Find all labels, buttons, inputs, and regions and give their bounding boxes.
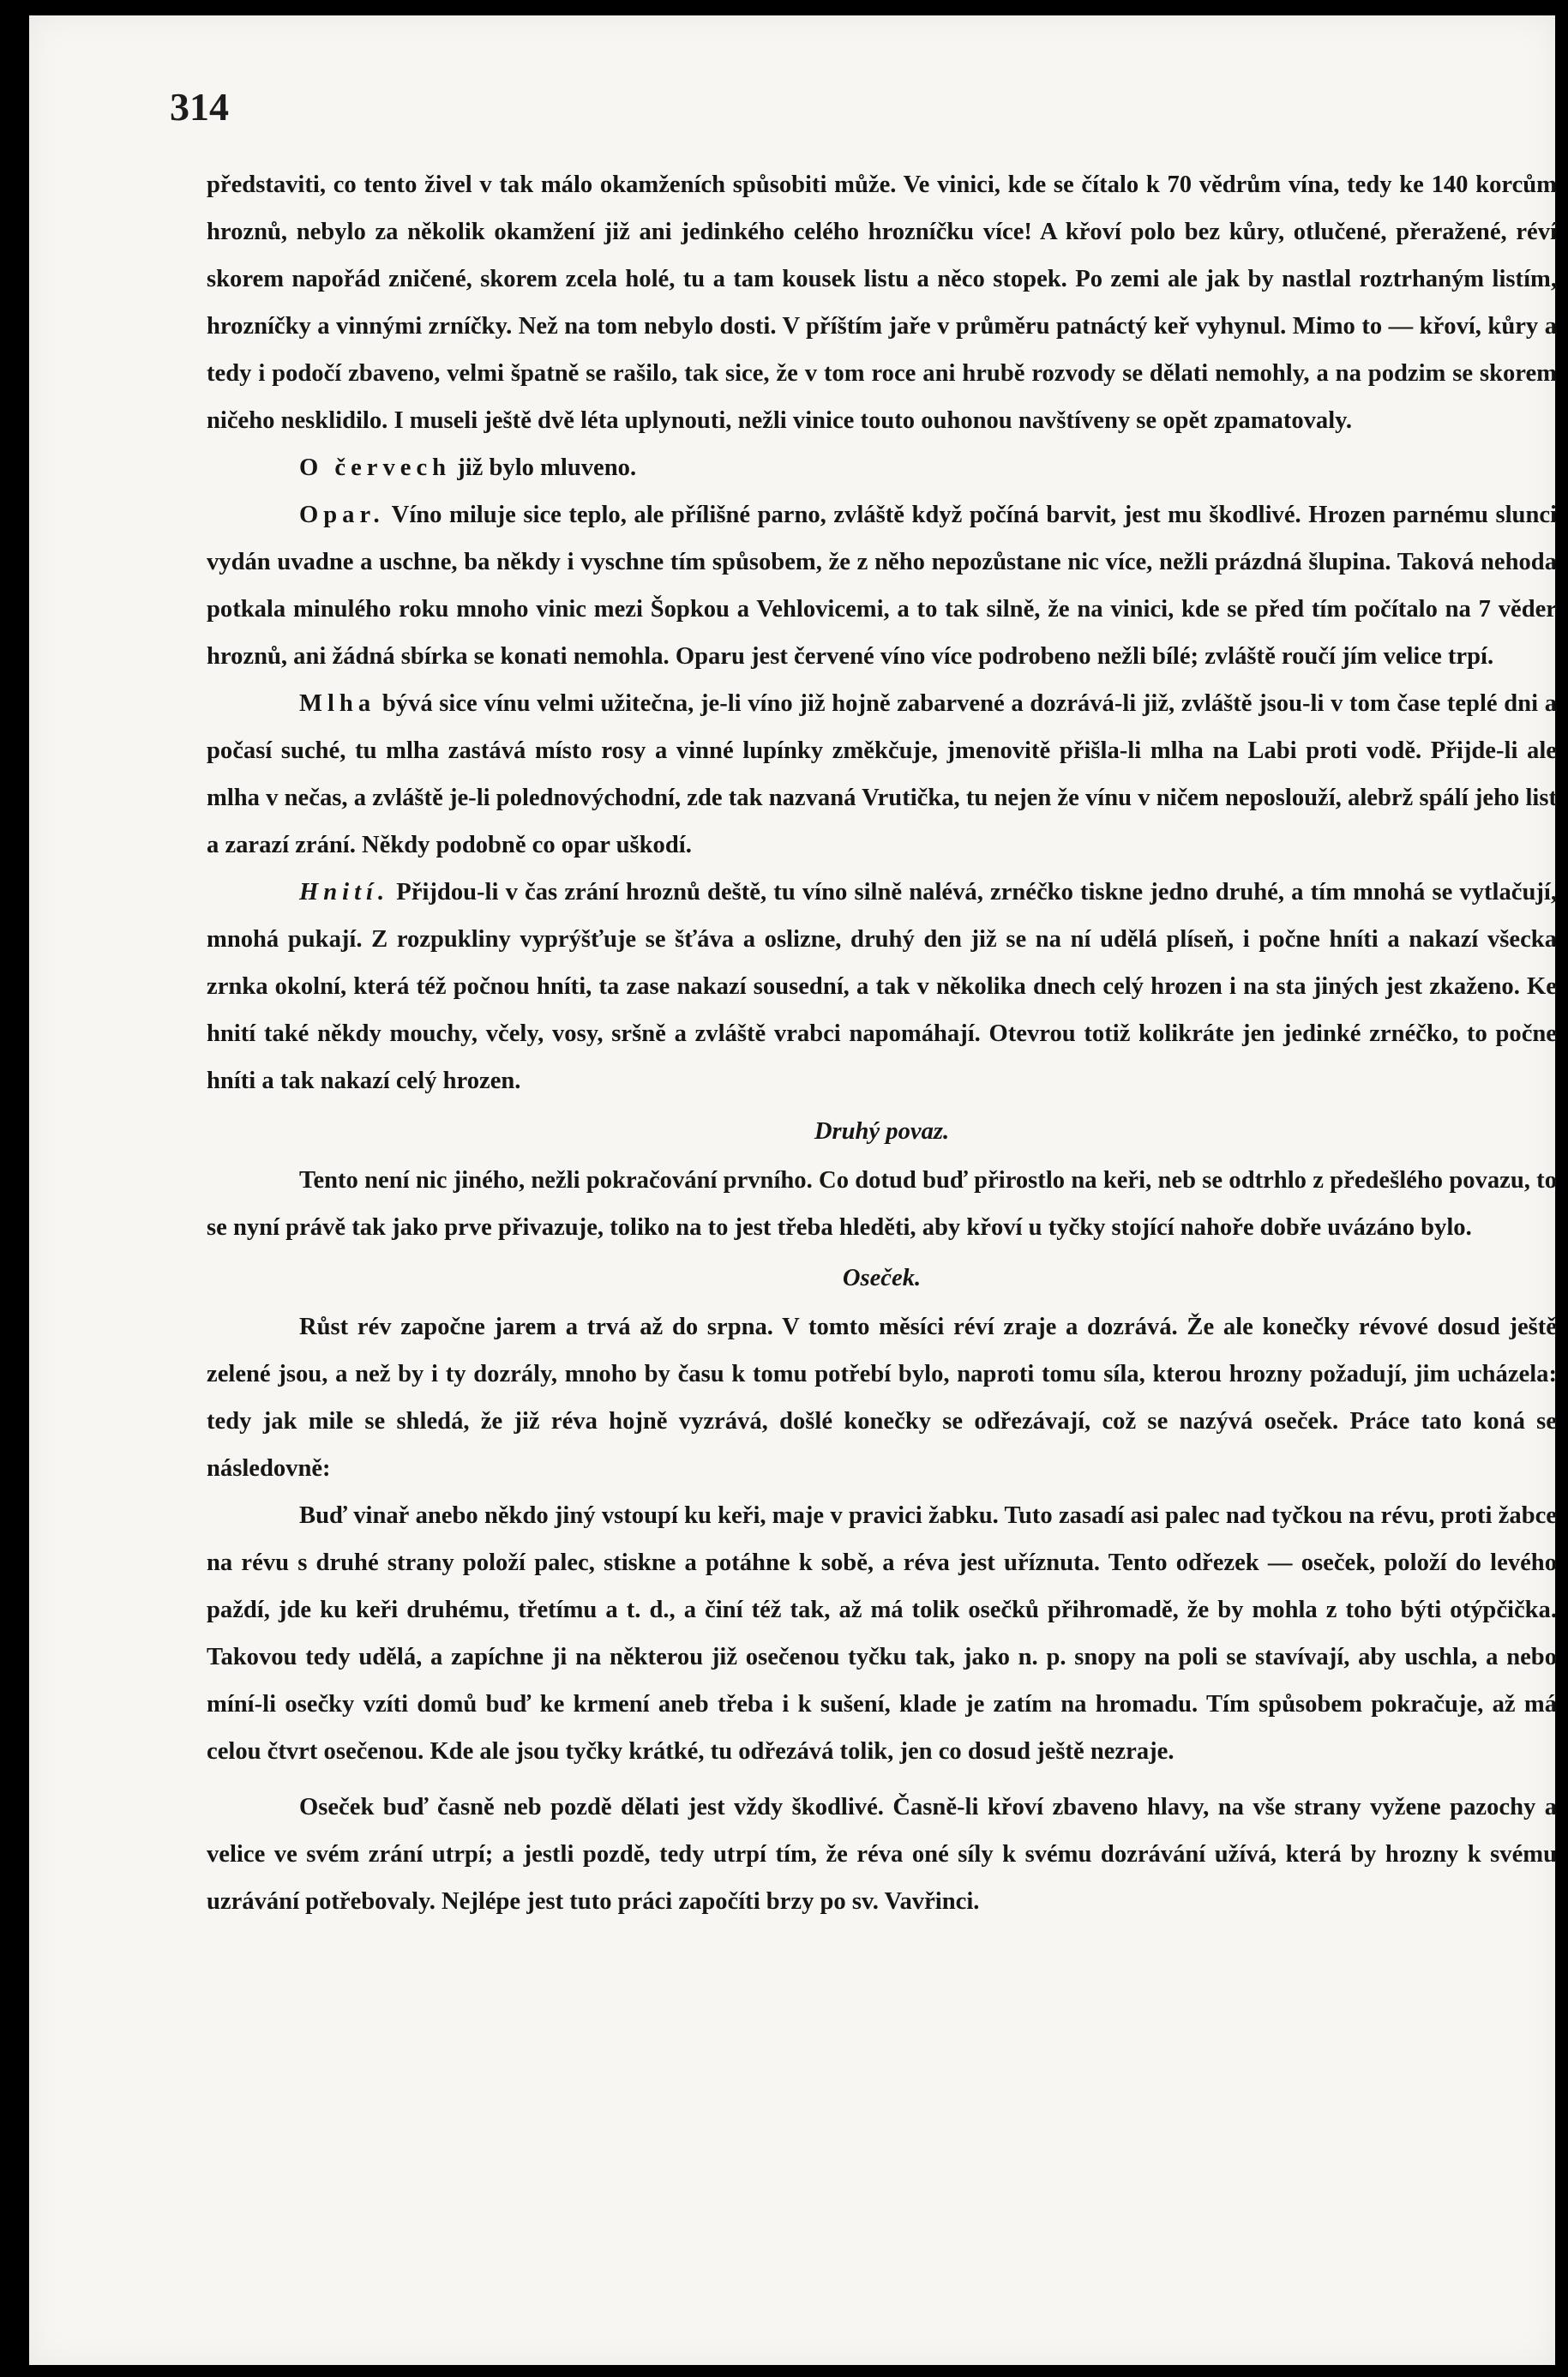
paragraph-opar: Opar. Víno miluje sice teplo, ale přílišné parno, zvláště když počíná barvit, jest mu škodlivé. Hrozen parnému slunci vydán uvadne a uschne, ba někdy i vyschne tím spůsobem, že z něho nepozůstane nic více, nežli prázdná šlupina. Taková nehoda potkala minulého roku mnoho vinic mezi Šopkou a Vehlovicemi, a to tak silně, že na vinici, kde se před tím počítalo na 7 věder hroznů, ani žádná sbírka se konati nemohla. Oparu jest červené víno více podrobeno nežli bílé; zvláště roučí jím velice trpí. bbox=[207, 502, 1557, 670]
term-cervy: O červech bbox=[299, 454, 452, 481]
page-body bbox=[207, 161, 1557, 1925]
paragraph-hniti: Hnití. Přijdou-li v čas zrání hroznů deště, tu víno silně nalévá, zrnéčko tiskne jedno druhé, a tím mnohá se vytlačují, mnohá pukají. Z rozpukliny vyprýšťuje se šťáva a oslizne, druhý den již se na ní udělá plíseň, i počne hníti a nakazí všecka zrnka okolní, která též počnou hníti, ta zase nakazí sousední, a tak v několika dnech celý hrozen i na sta jiných jest zkaženo. Ke hnití také někdy mouchy, včely, vosy, sršně a zvláště vrabci napomáhají. Otevrou totiž kolikráte jen jedinké zrnéčko, to počne hníti a tak nakazí celý hrozen. bbox=[207, 879, 1557, 1094]
paragraph-druhy-povaz: Tento není nic jiného, nežli pokračování prvního. Co dotud buď přirostlo na keři, neb se odtrhlo z předešlého povazu, to se nyní právě tak jako prve přivazuje, toliko na to jest třeba hleděti, aby křoví u tyčky stojící nahoře dobře uvázáno bylo. bbox=[207, 1167, 1557, 1241]
paragraph-cervy: O červech již bylo mluveno. bbox=[299, 454, 637, 481]
section-heading-osecek: Oseček. bbox=[842, 1265, 922, 1291]
term-opar: Opar. bbox=[299, 502, 385, 528]
paragraph-osecek-3: Oseček buď časně neb pozdě dělati jest vždy škodlivé. Časně-li křoví zbaveno hlavy, na vše strany vyžene pazochy a velice ve svém zrání utrpí; a jestli pozdě, tedy utrpí tím, že réva oné síly k svému dozrávání užívá, která by hrozny k svému uzrávání potřebovaly. Nejlépe jest tuto práci započíti brzy po sv. Vavřinci. bbox=[207, 1794, 1557, 1915]
paragraph-mlha: Mlha bývá sice vínu velmi užitečna, je-li víno již hojně zabarvené a dozrává-li již, zvláště jsou-li v tom čase teplé dni a počasí suché, tu mlha zastává místo rosy a vinné lupínky změkčuje, jmenovitě přišla-li mlha na Labi proti vodě. Přijde-li ale mlha v nečas, a zvláště je-li polednovýchodní, zde tak nazvaná Vrutička, tu nejen že vínu v ničem neposlouží, alebrž spálí jeho list a zarazí zrání. Někdy podobně co opar uškodí. bbox=[207, 690, 1557, 858]
paragraph-osecek-2: Buď vinař anebo někdo jiný vstoupí ku keři, maje v pravici žabku. Tuto zasadí asi palec nad tyčkou na révu, proti žabce na révu s druhé strany položí palec, stiskne a potáhne k sobě, a réva jest uříznuta. Tento odřezek — oseček, položí do levého paždí, jde ku keři druhému, třetímu a t. d., a činí též tak, až má tolik osečků přihromadě, že by mohla z toho býti otýpčička. Takovou tedy udělá, a zapíchne ji na některou již osečenou tyčku tak, jako n. p. snopy na poli se stavívají, aby uschla, a nebo míní-li osečky vzíti domů buď ke krmení aneb třeba i k sušení, klade je zatím na hromadu. Tím spůsobem pokračuje, až má celou čtvrt osečenou. Kde ale jsou tyčky krátké, tu odřezává tolik, jen co dosud ještě nezraje. bbox=[207, 1502, 1557, 1765]
paragraph-intro: představiti, co tento živel v tak málo okamženích spůsobiti může. Ve vinici, kde se čítalo k 70 vědrům vína, tedy ke 140 korcům hroznů, nebylo za několik okamžení již ani jedinkého celého hrozníčku více! A křoví polo bez kůry, otlučené, přeražené, réví skorem napořád zničené, skorem zcela holé, tu a tam kousek listu a něco stopek. Po zemi ale jak by nastlal roztrhaným listím, hrozníčky a vinnými zrníčky. Než na tom nebylo dosti. V příštím jaře v průměru patnáctý keř vyhynul. Mimo to — křoví, kůry a tedy i podočí zbaveno, velmi špatně se rašilo, tak sice, že v tom roce ani hrubě rozvody se dělati nemohly, a na podzim se skorem ničeho nesklidilo. I museli ještě dvě léta uplynouti, nežli vinice touto ouhonou navštíveny se opět zpamatovaly. bbox=[207, 172, 1557, 434]
section-heading-druhy-povaz: Druhý povaz. bbox=[814, 1118, 950, 1145]
term-hniti: Hnití. bbox=[299, 879, 390, 906]
term-mlha: Mlha bbox=[299, 690, 376, 717]
page-number: 314 bbox=[170, 85, 229, 129]
paragraph-osecek-1: Růst rév započne jarem a trvá až do srpna. V tomto měsíci réví zraje a dozrává. Že ale konečky révové dosud ještě zelené jsou, a než by i ty dozrály, mnoho by času k tomu potřebí bylo, naproti tomu síla, kterou hrozny požadují, jim ucházela: tedy jak mile se shledá, že již réva hojně vyzrává, došlé konečky se odřezávají, což se nazývá oseček. Práce tato koná se následovně: bbox=[207, 1314, 1557, 1482]
scanned-page bbox=[29, 15, 1555, 2365]
